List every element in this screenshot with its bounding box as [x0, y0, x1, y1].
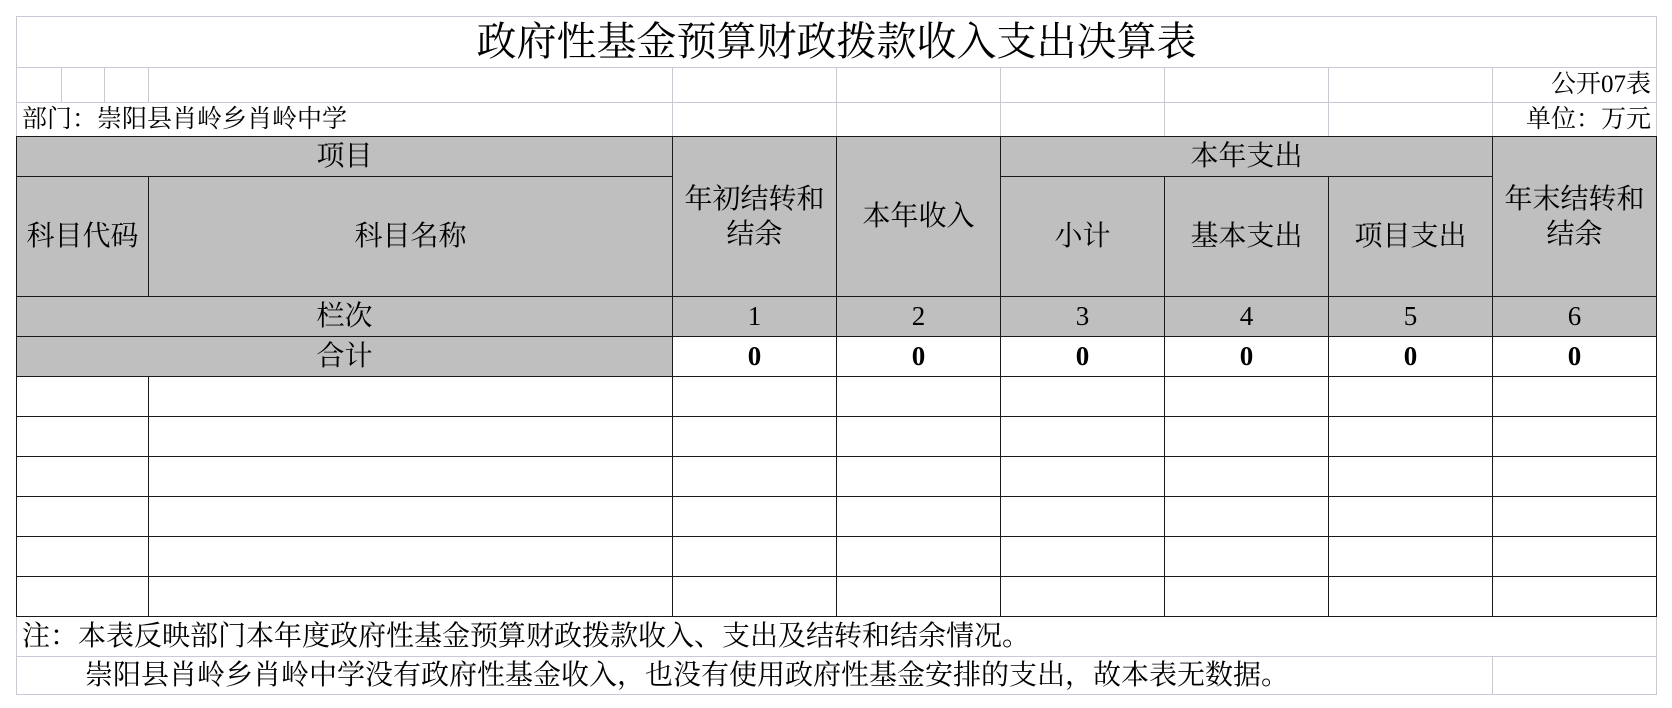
header-project: 项目: [16, 136, 673, 177]
empty-cell: [1000, 456, 1165, 497]
note-line: 注：本表反映部门本年度政府性基金预算财政拨款收入、支出及结转和结余情况。: [16, 616, 1657, 657]
empty-cell: [836, 496, 1001, 537]
empty-cell: [1328, 376, 1493, 417]
total-label: 合计: [16, 336, 673, 377]
empty-cell: [148, 416, 673, 457]
column-index-cell: 2: [836, 296, 1001, 337]
header-closing-balance: [1492, 136, 1657, 297]
spacer-cell: [1492, 656, 1657, 695]
form-code-label: 公开07表: [1492, 67, 1657, 103]
spacer-cell: [1164, 102, 1329, 137]
header-subject-code: 科目代码: [16, 176, 149, 297]
empty-cell: [1000, 576, 1165, 617]
empty-cell: [1164, 456, 1329, 497]
total-cell: 0: [1000, 336, 1165, 377]
empty-cell: [1328, 496, 1493, 537]
empty-cell: [836, 576, 1001, 617]
empty-cell: [16, 536, 149, 577]
empty-cell: [148, 456, 673, 497]
empty-cell: [1000, 536, 1165, 577]
spacer-cell: [1328, 67, 1493, 103]
empty-cell: [1492, 576, 1657, 617]
header-project-expenditure: 项目支出: [1328, 176, 1493, 297]
spacer-cell: [1328, 102, 1493, 137]
empty-cell: [16, 456, 149, 497]
empty-cell: [1000, 496, 1165, 537]
header-opening-balance-text: 年初结转和结余: [684, 183, 825, 250]
department-label: 部门：崇阳县肖岭乡肖岭中学: [16, 102, 673, 137]
spacer-cell: [104, 67, 149, 103]
total-cell: 0: [1492, 336, 1657, 377]
empty-cell: [148, 536, 673, 577]
empty-cell: [1000, 416, 1165, 457]
empty-cell: [1492, 416, 1657, 457]
empty-cell: [1328, 576, 1493, 617]
empty-cell: [16, 376, 149, 417]
spacer-cell: [672, 67, 837, 103]
column-index-cell: 4: [1164, 296, 1329, 337]
note-line: 崇阳县肖岭乡肖岭中学没有政府性基金收入，也没有使用政府性基金安排的支出，故本表无数据。: [16, 656, 1493, 695]
total-cell: 0: [672, 336, 837, 377]
empty-cell: [1492, 376, 1657, 417]
spacer-cell: [61, 67, 105, 103]
empty-cell: [1164, 496, 1329, 537]
empty-cell: [836, 536, 1001, 577]
empty-cell: [672, 416, 837, 457]
spacer-cell: [672, 102, 837, 137]
empty-cell: [672, 536, 837, 577]
empty-cell: [16, 576, 149, 617]
column-index-cell: 6: [1492, 296, 1657, 337]
empty-cell: [148, 576, 673, 617]
empty-cell: [672, 576, 837, 617]
spacer-cell: [1164, 67, 1329, 103]
empty-cell: [836, 416, 1001, 457]
header-current-expenditure: 本年支出: [1000, 136, 1493, 177]
empty-cell: [148, 496, 673, 537]
empty-cell: [1000, 376, 1165, 417]
empty-cell: [1164, 416, 1329, 457]
header-opening-balance: [672, 136, 837, 297]
empty-cell: [16, 416, 149, 457]
empty-cell: [1164, 576, 1329, 617]
empty-cell: [16, 496, 149, 537]
spacer-cell: [1000, 102, 1165, 137]
empty-cell: [836, 456, 1001, 497]
total-cell: 0: [1328, 336, 1493, 377]
spacer-cell: [836, 67, 1001, 103]
empty-cell: [1328, 416, 1493, 457]
header-subject-name: 科目名称: [148, 176, 673, 297]
column-index-cell: 5: [1328, 296, 1493, 337]
total-cell: 0: [1164, 336, 1329, 377]
empty-cell: [836, 376, 1001, 417]
spacer-cell: [836, 102, 1001, 137]
empty-cell: [672, 456, 837, 497]
empty-cell: [1492, 496, 1657, 537]
header-current-income: 本年收入: [836, 136, 1001, 297]
empty-cell: [1164, 376, 1329, 417]
empty-cell: [1164, 536, 1329, 577]
empty-cell: [1328, 456, 1493, 497]
header-closing-balance-text: 年末结转和结余: [1504, 183, 1645, 250]
empty-cell: [672, 376, 837, 417]
spacer-cell: [1000, 67, 1165, 103]
total-cell: 0: [836, 336, 1001, 377]
empty-cell: [1328, 536, 1493, 577]
header-basic-expenditure: 基本支出: [1164, 176, 1329, 297]
column-index-cell: 1: [672, 296, 837, 337]
empty-cell: [1492, 456, 1657, 497]
table-title: 政府性基金预算财政拨款收入支出决算表: [16, 16, 1657, 68]
empty-cell: [148, 376, 673, 417]
empty-cell: [1492, 536, 1657, 577]
column-index-label: 栏次: [16, 296, 673, 337]
header-subtotal: 小计: [1000, 176, 1165, 297]
unit-label: 单位：万元: [1492, 102, 1657, 137]
spacer-cell: [148, 67, 673, 103]
empty-cell: [672, 496, 837, 537]
spacer-cell: [16, 67, 62, 103]
column-index-cell: 3: [1000, 296, 1165, 337]
